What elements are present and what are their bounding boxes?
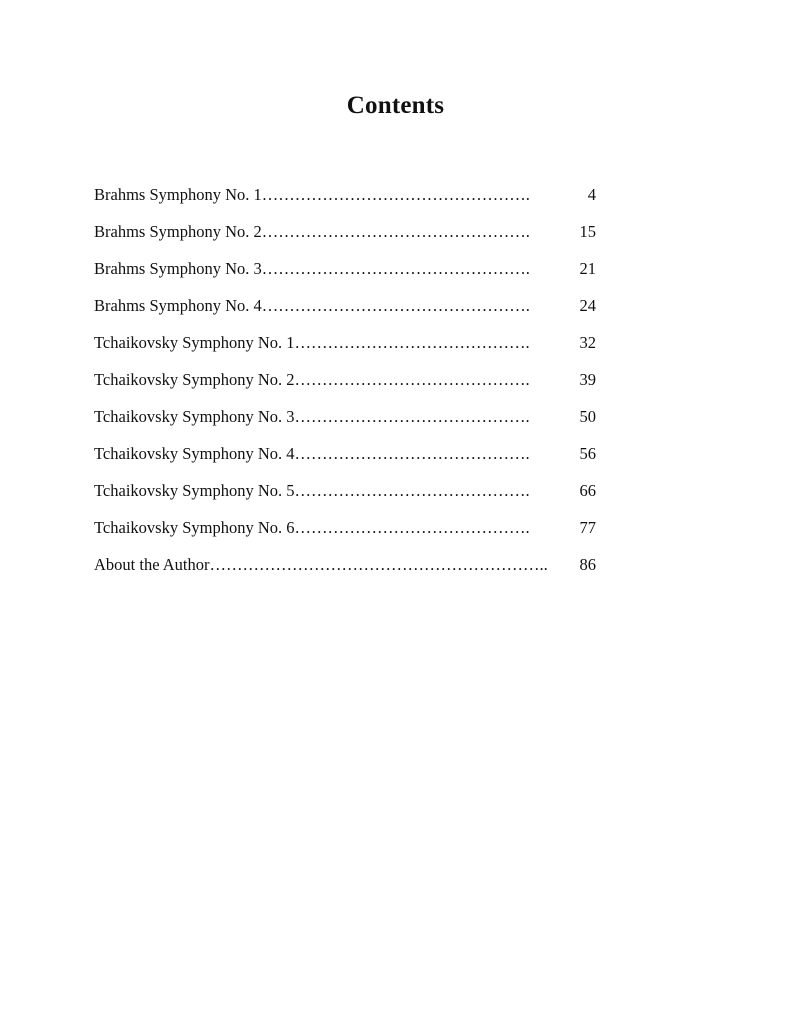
toc-entry-label: About the Author — [94, 555, 210, 574]
toc-entry-leader: …………………………………………. — [261, 259, 530, 278]
toc-entry-tchaikovsky-6 — [94, 518, 596, 555]
toc-entry-page-number: 24 — [579, 296, 596, 315]
toc-entry-label: Tchaikovsky Symphony No. 5 — [94, 481, 295, 500]
toc-entry-label: Tchaikovsky Symphony No. 1 — [94, 333, 295, 352]
toc-entry-leader: …………………………………………………….. — [209, 555, 548, 574]
toc-entry-page-number: 32 — [579, 333, 596, 352]
toc-entry-page-number: 50 — [579, 407, 596, 426]
toc-entry-leader: ……………………………………. — [294, 407, 530, 426]
toc-entry-label: Tchaikovsky Symphony No. 6 — [94, 518, 295, 537]
toc-entry-tchaikovsky-1 — [94, 333, 596, 370]
toc-entry-leader: ……………………………………. — [294, 333, 530, 352]
toc-entry-label: Brahms Symphony No. 2 — [94, 222, 262, 241]
toc-entry-tchaikovsky-2 — [94, 370, 596, 407]
toc-entry-page-number: 15 — [579, 222, 596, 241]
toc-entry-leader: ……………………………………. — [294, 518, 530, 537]
toc-entry-brahms-1 — [94, 185, 596, 222]
toc-entry-brahms-2 — [94, 222, 596, 259]
toc-entry-leader: ……………………………………. — [294, 444, 530, 463]
toc-entry-page-number: 86 — [579, 555, 596, 574]
toc-entry-page-number: 39 — [579, 370, 596, 389]
toc-entry-label: Tchaikovsky Symphony No. 2 — [94, 370, 295, 389]
toc-entry-label: Brahms Symphony No. 3 — [94, 259, 262, 278]
toc-entry-leader: …………………………………………. — [261, 296, 530, 315]
toc-entry-label: Tchaikovsky Symphony No. 4 — [94, 444, 295, 463]
toc-entry-label: Tchaikovsky Symphony No. 3 — [94, 407, 295, 426]
toc-entry-label: Brahms Symphony No. 4 — [94, 296, 262, 315]
toc-entry-brahms-3 — [94, 259, 596, 296]
table-of-contents — [94, 185, 596, 592]
toc-entry-about-the-author — [94, 555, 596, 592]
toc-entry-leader: ……………………………………. — [294, 481, 530, 500]
toc-entry-page-number: 21 — [579, 259, 596, 278]
page-title: Contents — [346, 92, 445, 119]
toc-entry-brahms-4 — [94, 296, 596, 333]
toc-entry-label: Brahms Symphony No. 1 — [94, 185, 262, 204]
toc-entry-tchaikovsky-3 — [94, 407, 596, 444]
toc-entry-page-number: 4 — [587, 185, 596, 204]
toc-entry-page-number: 77 — [579, 518, 596, 537]
toc-entry-leader: …………………………………………. — [261, 222, 530, 241]
toc-entry-tchaikovsky-4 — [94, 444, 596, 481]
toc-entry-leader: …………………………………………. — [261, 185, 530, 204]
toc-entry-page-number: 66 — [579, 481, 596, 500]
toc-entry-page-number: 56 — [579, 444, 596, 463]
toc-entry-tchaikovsky-5 — [94, 481, 596, 518]
toc-entry-leader: ……………………………………. — [294, 370, 530, 389]
